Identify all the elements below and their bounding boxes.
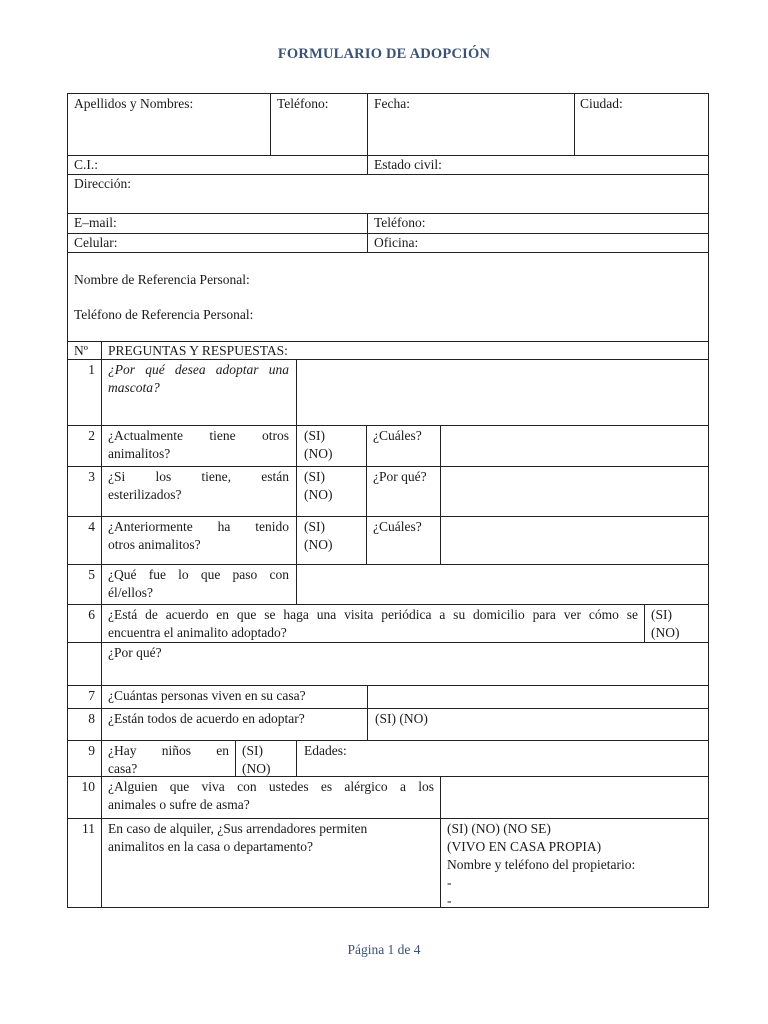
q1-text: ¿Por qué desea adoptar una (108, 362, 289, 377)
q4-number: 4 (88, 519, 95, 534)
q2-text-cont: animalitos? (108, 446, 171, 461)
row-divider (67, 174, 709, 175)
q11-owner-line-1: - (447, 875, 452, 890)
q5-text-cont: él/ellos? (108, 585, 153, 600)
q11-owner-line-2: - (447, 893, 452, 908)
col-divider (235, 740, 236, 776)
col-divider (366, 425, 367, 564)
q3-si-option: (SI) (304, 469, 325, 484)
q9-si-option: (SI) (242, 743, 263, 758)
q8-answer-options: (SI) (NO) (375, 711, 428, 726)
q6-si-option: (SI) (651, 607, 672, 622)
q3-number: 3 (88, 469, 95, 484)
q9-number: 9 (88, 743, 95, 758)
q3-text: ¿Si los tiene, están (108, 469, 289, 484)
q6-text-cont: encuentra el animalito adoptado? (108, 625, 287, 640)
q11-option-1: (SI) (NO) (NO SE) (447, 821, 551, 836)
q6-no-option: (NO) (651, 625, 680, 640)
q5-number: 5 (88, 567, 95, 582)
fecha-label: Fecha: (374, 96, 410, 111)
row-divider (67, 818, 709, 819)
q2-sub-question: ¿Cuáles? (373, 428, 422, 443)
q9-sub-question: Edades: (304, 743, 347, 758)
page-footer: Página 1 de 4 (347, 942, 421, 957)
ci-label: C.I.: (74, 157, 99, 172)
row-divider (67, 564, 709, 565)
q11-option-2: (VIVO EN CASA PROPIA) (447, 839, 602, 854)
q4-si-option: (SI) (304, 519, 325, 534)
q10-text-cont: animales o sufre de asma? (108, 797, 250, 812)
q6-number: 6 (88, 607, 95, 622)
col-divider (644, 604, 645, 642)
col-divider (367, 155, 368, 174)
row-divider (67, 252, 709, 253)
q2-text: ¿Actualmente tiene otros (108, 428, 289, 443)
q7-text: ¿Cuántas personas viven en su casa? (108, 688, 306, 703)
ref-nombre-label: Nombre de Referencia Personal: (74, 272, 250, 287)
row-divider (67, 466, 709, 467)
ciudad-label: Ciudad: (580, 96, 623, 111)
questions-num-header: Nº (74, 343, 88, 358)
col-divider (440, 776, 441, 908)
page-title: FORMULARIO DE ADOPCIÓN (277, 46, 491, 62)
q3-no-option: (NO) (304, 487, 333, 502)
email-label: E–mail: (74, 215, 117, 230)
q4-text: ¿Anteriormente ha tenido (108, 519, 289, 534)
row-divider (67, 642, 709, 643)
row-divider (67, 776, 709, 777)
col-divider (296, 740, 297, 776)
q4-no-option: (NO) (304, 537, 333, 552)
row-divider (67, 685, 709, 686)
col-divider (367, 213, 368, 252)
q8-text: ¿Están todos de acuerdo en adoptar? (108, 711, 305, 726)
q1-text-cont: mascota? (108, 380, 160, 395)
row-divider (67, 708, 709, 709)
estado-civil-label: Estado civil: (374, 157, 442, 172)
telefono-label: Teléfono: (277, 96, 329, 111)
q10-number: 10 (81, 779, 95, 794)
q1-number: 1 (88, 362, 95, 377)
q2-number: 2 (88, 428, 95, 443)
apellidos-label: Apellidos y Nombres: (74, 96, 194, 111)
col-divider (367, 685, 368, 740)
q10-text: ¿Alguien que viva con ustedes es alérgico a los (108, 779, 434, 794)
q9-text-cont: casa? (108, 761, 138, 776)
q4-text-cont: otros animalitos? (108, 537, 201, 552)
q11-number: 11 (82, 821, 95, 836)
q11-text: En caso de alquiler, ¿Sus arrendadores permiten (108, 821, 368, 836)
q2-si-option: (SI) (304, 428, 325, 443)
q2-no-option: (NO) (304, 446, 333, 461)
col-divider (101, 341, 102, 908)
col-divider (367, 93, 368, 155)
col-divider (296, 359, 297, 604)
q7-number: 7 (88, 688, 95, 703)
questions-header: PREGUNTAS Y RESPUESTAS: (108, 343, 288, 358)
row-divider (67, 740, 709, 741)
q4-sub-question: ¿Cuáles? (373, 519, 422, 534)
col-divider (440, 425, 441, 564)
q9-no-option: (NO) (242, 761, 271, 776)
q9-text: ¿Hay niños en (108, 743, 229, 758)
q5-text: ¿Qué fue lo que paso con (108, 567, 289, 582)
q11-text-cont: animalitos en la casa o departamento? (108, 839, 314, 854)
q3-sub-question: ¿Por qué? (373, 469, 427, 484)
telefono-2-label: Teléfono: (374, 215, 426, 230)
q11-owner-label: Nombre y teléfono del propietario: (447, 857, 636, 872)
col-divider (574, 93, 575, 155)
q8-number: 8 (88, 711, 95, 726)
q6-why-question: ¿Por qué? (108, 645, 162, 660)
row-divider (67, 425, 709, 426)
col-divider (270, 93, 271, 155)
celular-label: Celular: (74, 235, 118, 250)
row-divider (67, 604, 709, 605)
row-divider (67, 516, 709, 517)
q6-text: ¿Está de acuerdo en que se haga una visita periódica a su domicilio para ver cómo se (108, 607, 638, 622)
ref-telefono-label: Teléfono de Referencia Personal: (74, 307, 254, 322)
q3-text-cont: esterilizados? (108, 487, 182, 502)
oficina-label: Oficina: (374, 235, 419, 250)
direccion-label: Dirección: (74, 176, 131, 191)
